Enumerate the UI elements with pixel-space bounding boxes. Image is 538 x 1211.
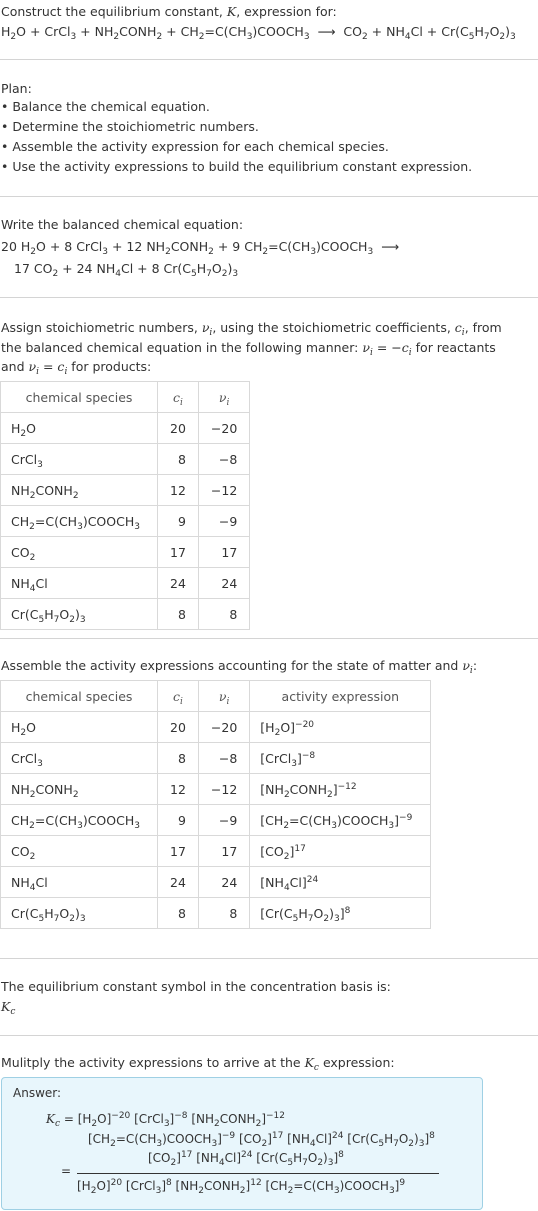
plan-step: • Assemble the activity expression for each chemical species. <box>1 139 389 154</box>
divider <box>0 1035 538 1036</box>
kc-expression-line2: $[CH_2=C(CH_3)COOCH_3]^{-9}$ $[CO_2]^{17}$ $[NH_4Cl]^{24}$ $[Cr(C_5H_7O_2)_3]^8$ <box>88 1131 435 1149</box>
unbalanced-equation: $H_2O$ + CrCl$_3$ + $NH_2CONH_2$ + $CH_2=C(CH_3)COOCH_3$ ⟶ $CO_2 + NH_4Cl + Cr(C_5H_7O_2)_3$ <box>1 24 516 42</box>
divider <box>0 59 538 60</box>
col-header: chemical species <box>1 681 158 712</box>
table-row: $Cr(C_5H_7O_2)_3$ 8 8 <box>1 599 250 630</box>
table-row: $CO_2$ 17 17 $[CO_2]^{17}$ <box>1 836 431 867</box>
plan-title: Plan: <box>1 81 32 96</box>
stoich-intro: the balanced chemical equation in the following manner: $\nu_i = -c_i$ for reactants <box>1 340 496 358</box>
col-header: $\nu_i$ <box>198 681 249 712</box>
balanced-title: Write the balanced chemical equation: <box>1 217 244 232</box>
activity-table <box>0 680 431 929</box>
prompt-line: Construct the equilibrium constant, K, expression for: <box>1 4 337 19</box>
symbol-text: The equilibrium constant symbol in the concentration basis is: <box>1 979 391 994</box>
col-header: $c_i$ <box>158 382 199 413</box>
table-row: $CH_2=C(CH_3)COOCH_3$ 9 −9 $[CH_2=C(CH_3)COOCH_3]^{-9}$ <box>1 805 431 836</box>
divider <box>0 297 538 298</box>
equals-sign: = <box>61 1164 72 1178</box>
col-header: chemical species <box>1 382 158 413</box>
fraction-bar <box>77 1173 439 1174</box>
table-row: CrCl$_3$ 8 −8 <box>1 444 250 475</box>
table-row: $CH_2=C(CH_3)COOCH_3$ 9 −9 <box>1 506 250 537</box>
stoich-intro: and $\nu_i = c_i$ for products: <box>1 359 152 377</box>
stoich-intro: Assign stoichiometric numbers, $\nu_i$, using the stoichiometric coefficients, $c_i$, from <box>1 320 502 338</box>
multiply-text: Mulitply the activity expressions to arrive at the $K_c$ expression: <box>1 1055 395 1073</box>
table-row: $NH_4Cl$ 24 24 $[NH_4Cl]^{24}$ <box>1 867 431 898</box>
balanced-equation-line1: 20 $H_2O + 8$ CrCl$_3$ + 12 $NH_2CONH_2 + 9$ $CH_2=C(CH_3)COOCH_3$ ⟶ <box>1 239 400 257</box>
table-row: $CO_2$ 17 17 <box>1 537 250 568</box>
answer-label: Answer: <box>13 1086 62 1100</box>
col-header: $c_i$ <box>158 681 199 712</box>
divider <box>0 638 538 639</box>
kc-expression-line1: $K_c = [H_2O]^{-20}$ [CrCl$_3$]$^{-8}$ $[NH_2CONH_2]^{-12}$ <box>46 1111 285 1129</box>
table-row: CrCl$_3$ 8 −8 [CrCl$_3$]$^{-8}$ <box>1 743 431 774</box>
col-header: activity expression <box>250 681 431 712</box>
kc-symbol: $K_c$ <box>1 999 16 1017</box>
table-row: $H_2O$ 20 −20 <box>1 413 250 444</box>
table-row: $Cr(C_5H_7O_2)_3$ 8 8 $[Cr(C_5H_7O_2)_3]^8$ <box>1 898 431 929</box>
balanced-equation-line2: 17 $CO_2 + 24$ $NH_4Cl + 8$ $Cr(C_5H_7O_2)_3$ <box>14 261 239 279</box>
col-header: $\nu_i$ <box>198 382 249 413</box>
table-row: $NH_2CONH_2$ 12 −12 $[NH_2CONH_2]^{-12}$ <box>1 774 431 805</box>
stoich-table <box>0 381 250 630</box>
plan-step: • Balance the chemical equation. <box>1 99 210 114</box>
fraction-numerator: $[CO_2]^{17}$ $[NH_4Cl]^{24}$ $[Cr(C_5H_7O_2)_3]^8$ <box>148 1150 344 1168</box>
activity-intro: Assemble the activity expressions accounting for the state of matter and $\nu_i$: <box>1 658 478 676</box>
table-row: $NH_4Cl$ 24 24 <box>1 568 250 599</box>
table-row: $NH_2CONH_2$ 12 −12 <box>1 475 250 506</box>
table-row: $H_2O$ 20 −20 $[H_2O]^{-20}$ <box>1 712 431 743</box>
fraction-denominator: $[H_2O]^{20}$ [CrCl$_3$]$^8$ $[NH_2CONH_2]^{12}$ $[CH_2=C(CH_3)COOCH_3]^9$ <box>77 1178 406 1196</box>
divider <box>0 958 538 959</box>
plan-step: • Determine the stoichiometric numbers. <box>1 119 259 134</box>
plan-step: • Use the activity expressions to build the equilibrium constant expression. <box>1 159 473 174</box>
divider <box>0 196 538 197</box>
answer-box <box>1 1077 483 1210</box>
